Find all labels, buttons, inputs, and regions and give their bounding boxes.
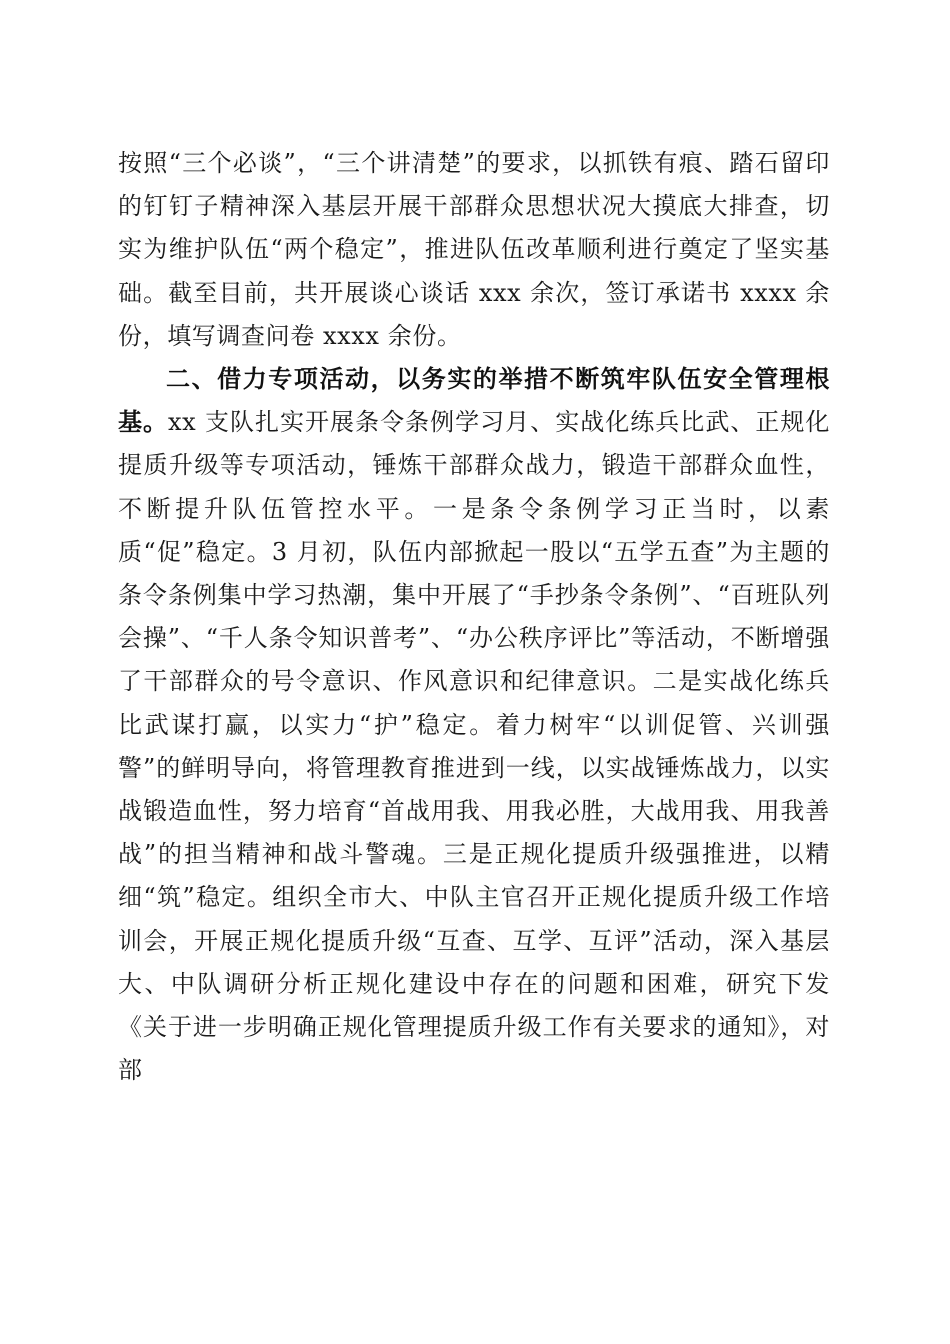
paragraph-continuation: 按照“三个必谈”，“三个讲清楚”的要求，以抓铁有痕、踏石留印的钉钉子精神深入基层开展干部群众思想状况大摸底大排查，切实为维护队伍“两个稳定”，推进队伍改革顺利进行奠定了坚实基础。截至目前，共开展谈心谈话 xxx 余次，签订承诺书 xxxx 余份，填写调查问卷 xxxx 余份。 (118, 149, 830, 350)
section-2-paragraph (118, 358, 830, 1092)
section-2-body: xx 支队扎实开展条令条例学习月、实战化练兵比武、正规化提质升级等专项活动，锤炼干部群众战力，锻造干部群众血性，不断提升队伍管控水平。一是条令条例学习正当时，以素质“促”稳定。3 月初，队伍内部掀起一股以“五学五查”为主题的条令条例集中学习热潮，集中开展了“手抄条令条例”、“百班队列会操”、“千人条令知识普考”、“办公秩序评比”等活动，不断增强了干部群众的号令意识、作风意识和纪律意识。二是实战化练兵比武谋打赢，以实力“护”稳定。着力树牢“以训促管、兴训强警”的鲜明导向，将管理教育推进到一线，以实战锤炼战力，以实战锻造血性，努力培育“首战用我、用我必胜，大战用我、用我善战”的担当精神和战斗警魂。三是正规化提质升级强推进，以精细“筑”稳定。组织全市大、中队主官召开正规化提质升级工作培训会，开展正规化提质升级“互查、互学、互评”活动，深入基层大、中队调研分析正规化建设中存在的问题和困难，研究下发《关于进一步明确正规化管理提质升级工作有关要求的通知》，对部 (118, 408, 831, 1085)
section-2-heading: 二、借力专项活动，以务实的举措不断筑牢队伍安全管理根基。 (118, 365, 830, 437)
document-body (118, 142, 830, 1092)
